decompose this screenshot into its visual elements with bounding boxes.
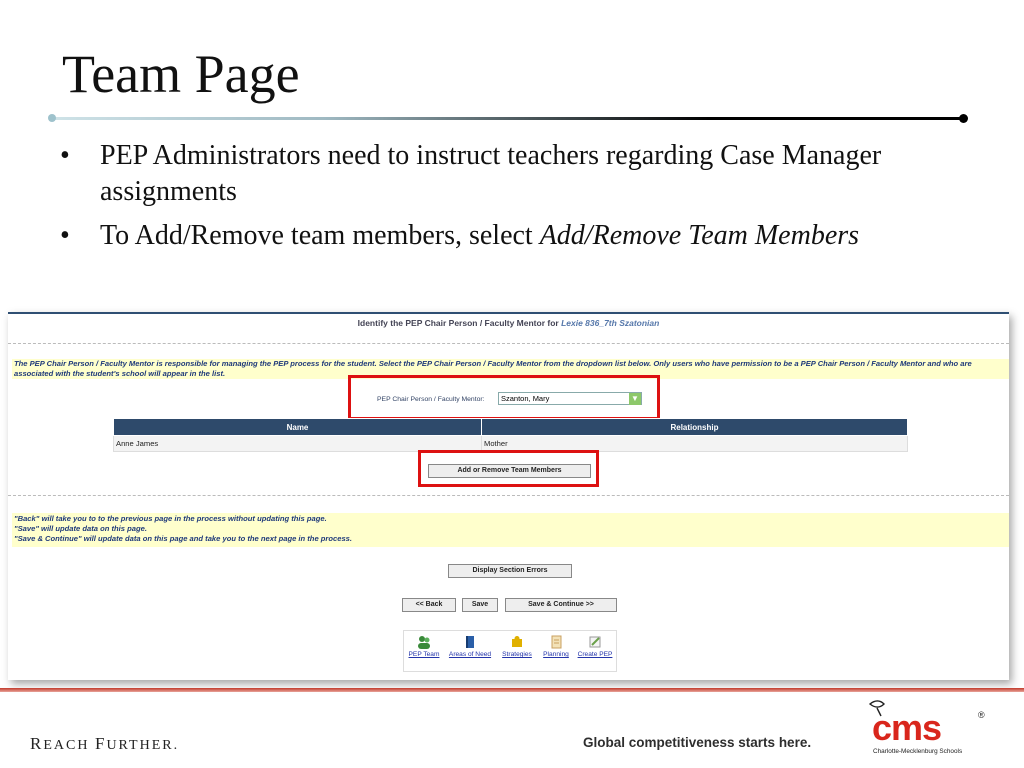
header-bar xyxy=(8,312,1009,314)
section-heading xyxy=(8,318,1009,328)
nav-item-label: Create PEP xyxy=(577,651,613,658)
add-remove-team-members-button[interactable]: Add or Remove Team Members xyxy=(428,464,591,478)
slogan-initial: F xyxy=(94,734,107,753)
help-line-back: "Back" will take you to to the previous page in the process without updating this page. xyxy=(14,514,327,523)
bullet-list xyxy=(60,138,960,262)
back-button[interactable]: << Back xyxy=(402,598,456,612)
bullet-text: To Add/Remove team members, select xyxy=(100,220,540,251)
registered-mark: ® xyxy=(978,710,985,720)
section-divider xyxy=(8,495,1009,496)
divider-end-dot xyxy=(959,114,968,123)
divider-start-dot xyxy=(48,114,56,122)
app-screenshot xyxy=(8,312,1009,680)
footer-tagline: Global competitiveness starts here. xyxy=(583,735,812,750)
chair-person-label: PEP Chair Person / Faculty Mentor: xyxy=(377,396,485,403)
save-continue-button[interactable]: Save & Continue >> xyxy=(505,598,617,612)
nav-item-create-pep[interactable] xyxy=(574,631,616,671)
notepad-icon xyxy=(549,635,563,649)
nav-item-label: Strategies xyxy=(502,651,532,658)
nav-item-label: Areas of Need xyxy=(448,651,492,658)
bullet-item xyxy=(60,138,960,210)
logo-wordmark: cms xyxy=(872,707,942,748)
cms-logo-graphic xyxy=(866,700,988,758)
table-cell-relationship: Mother xyxy=(482,436,908,452)
chair-person-select[interactable] xyxy=(498,392,642,405)
column-header-relationship: Relationship xyxy=(482,419,908,436)
section-divider xyxy=(8,343,1009,344)
display-section-errors-button[interactable]: Display Section Errors xyxy=(448,564,572,578)
slogan-initial: R xyxy=(30,734,44,753)
help-message xyxy=(12,513,1009,547)
chevron-down-icon[interactable]: ▼ xyxy=(629,393,641,405)
nav-item-label: Planning xyxy=(543,651,569,658)
nav-item-label: PEP Team xyxy=(408,651,440,658)
heading-prefix: Identify the PEP Chair Person / Faculty Mentor for xyxy=(357,318,559,328)
table-header-row xyxy=(114,419,908,436)
slogan-text: EACH xyxy=(43,738,95,753)
reach-further-slogan xyxy=(30,734,179,754)
nav-item-areas-of-need[interactable] xyxy=(444,631,496,671)
chair-person-value: Szanton, Mary xyxy=(501,394,550,403)
table-cell-name: Anne James xyxy=(114,436,482,452)
edit-icon xyxy=(588,635,602,649)
cms-logo xyxy=(866,700,988,758)
slide-title: Team Page xyxy=(62,44,300,104)
save-button[interactable]: Save xyxy=(462,598,498,612)
help-line-save-continue: "Save & Continue" will update data on this page and take you to the next page in the process. xyxy=(14,534,353,543)
nav-item-planning[interactable] xyxy=(538,631,574,671)
help-line-save: "Save" will update data on this page. xyxy=(14,524,147,533)
team-table xyxy=(113,418,908,452)
bullet-glyph: • xyxy=(60,220,70,251)
nav-item-pep-team[interactable] xyxy=(404,631,444,671)
title-divider xyxy=(52,117,964,120)
divider-line xyxy=(52,117,964,120)
bullet-glyph: • xyxy=(60,140,70,171)
logo-subtext: Charlotte-Mecklenburg Schools xyxy=(873,748,963,755)
section-nav-toolbar xyxy=(403,630,617,672)
bullet-text: PEP Administrators need to instruct teachers regarding Case Manager assignments xyxy=(100,140,882,207)
info-message: The PEP Chair Person / Faculty Mentor is responsible for managing the PEP process for the student. Select the PEP Chair Person / Faculty Mentor from the dropdown list below. Only users who have permission to be a PEP Chair Person / Faculty Mentor and who are associated with the student's school will appear in the list. xyxy=(12,359,1009,379)
bullet-emphasis: Add/Remove Team Members xyxy=(539,220,860,251)
book-icon xyxy=(463,635,477,649)
nav-item-strategies[interactable] xyxy=(497,631,537,671)
column-header-name: Name xyxy=(114,419,482,436)
bullet-item xyxy=(60,218,960,254)
people-icon xyxy=(417,635,431,649)
student-name: Lexie 836_7th Szatonian xyxy=(561,318,660,328)
footer-rule xyxy=(0,688,1024,692)
puzzle-icon xyxy=(510,635,524,649)
slogan-text: URTHER. xyxy=(106,738,180,753)
